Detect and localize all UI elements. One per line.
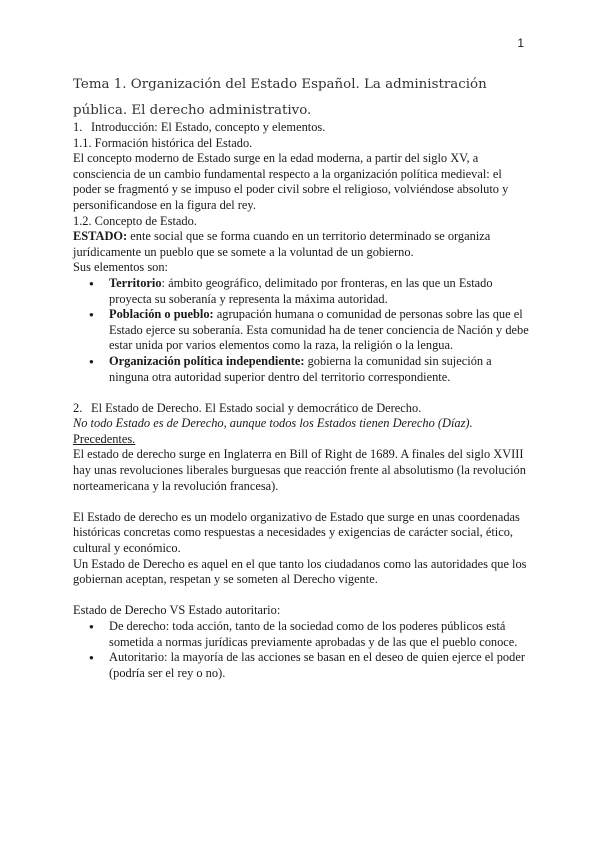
section-number: 2. [73,400,83,415]
document-title: Tema 1. Organización del Estado Español. La administración pública. El derecho administrativo. [73,77,487,118]
quote: No todo Estado es de Derecho, aunque todos los Estados tienen Derecho (Díaz). [73,416,473,431]
definition-text: ente social que se forma cuando en un territorio determinado se organiza jurídicamente un pueblo que se somete a la voluntad de un gobierno. [73,229,491,259]
list-item [73,307,533,354]
elements-intro: Sus elementos son: [73,260,168,275]
spacer [73,385,533,401]
subsection-1-1-heading: 1.1. Formación histórica del Estado. [73,135,253,150]
section-number: 1. [73,120,83,134]
spacer [73,588,533,604]
section-title: Introducción: El Estado, concepto y elementos. [91,120,326,134]
list-item-term: Territorio [109,275,162,290]
list-item: ● Autoritario: la mayoría de las acciones se basan en el deseo de quien ejerce el poder (podría ser el rey o no). [73,650,533,681]
comparison-list [73,619,533,681]
paragraph: Un Estado de Derecho es aquel en el que tanto los ciudadanos como las autoridades que los gobiernan aceptan, respetan y se someten al Derecho vigente. [73,556,527,587]
page-number: 1 [517,36,524,50]
list-item [73,276,533,307]
subsection-1-2-heading: 1.2. Concepto de Estado. [73,213,197,228]
document-body [73,120,533,681]
section-1-heading [73,120,533,136]
list-item-term: Organización política independiente: [109,353,305,368]
list-item-term: Población o pueblo: [109,307,214,322]
comparison-heading: Estado de Derecho VS Estado autoritario: [73,603,281,618]
list-item-text: : ámbito geográfico, delimitado por fronteras, en las que un Estado proyecta su soberanía y representa la máxima autoridad. [109,275,493,306]
paragraph: El estado de derecho surge en Inglaterra en Bill of Right de 1689. A finales del siglo XVIII hay unas revoluciones liberales burguesas que reacción frente al absolutismo (la revolución norteamericana y la revolución francesa). [73,447,526,493]
list-item [73,354,533,385]
section-title: El Estado de Derecho. El Estado social y democrático de Derecho. [91,400,422,415]
definition-term: ESTADO: [73,229,128,244]
list-item: ● De derecho: toda acción, tanto de la sociedad como de los poderes públicos está sometida a normas jurídicas previamente aprobadas y de las que el pueblo conoce. [73,619,533,650]
elements-list [73,276,533,385]
paragraph: El Estado de derecho es un modelo organizativo de Estado que surge en unas coordenadas históricas concretas como respuestas a necesidades y exigencias de carácter social, ético, cultural y económico. [73,509,520,556]
list-item-text: agrupación humana o comunidad de personas sobre las que el Estado ejerce su soberanía. Esta comunidad ha de tener conciencia de Nación y debe estar unida por varios elementos como la raza, la religión o la lengua. [109,307,529,353]
list-item-text: gobierna la comunidad sin sujeción a ninguna otra autoridad superior dentro del territorio correspondiente. [109,353,492,384]
section-2-heading [73,401,533,417]
precedentes-heading: Precedentes. [73,431,136,446]
definition-paragraph [73,229,533,260]
spacer [73,494,533,510]
paragraph: El concepto moderno de Estado surge en la edad moderna, a partir del siglo XV, a consciencia de un cambio fundamental respecto a la organización política medieval: el poder se fragmentó y se impuso el poder civil sobre el religioso, volviéndose absoluto y personificandose en la figura del rey. [73,151,509,212]
